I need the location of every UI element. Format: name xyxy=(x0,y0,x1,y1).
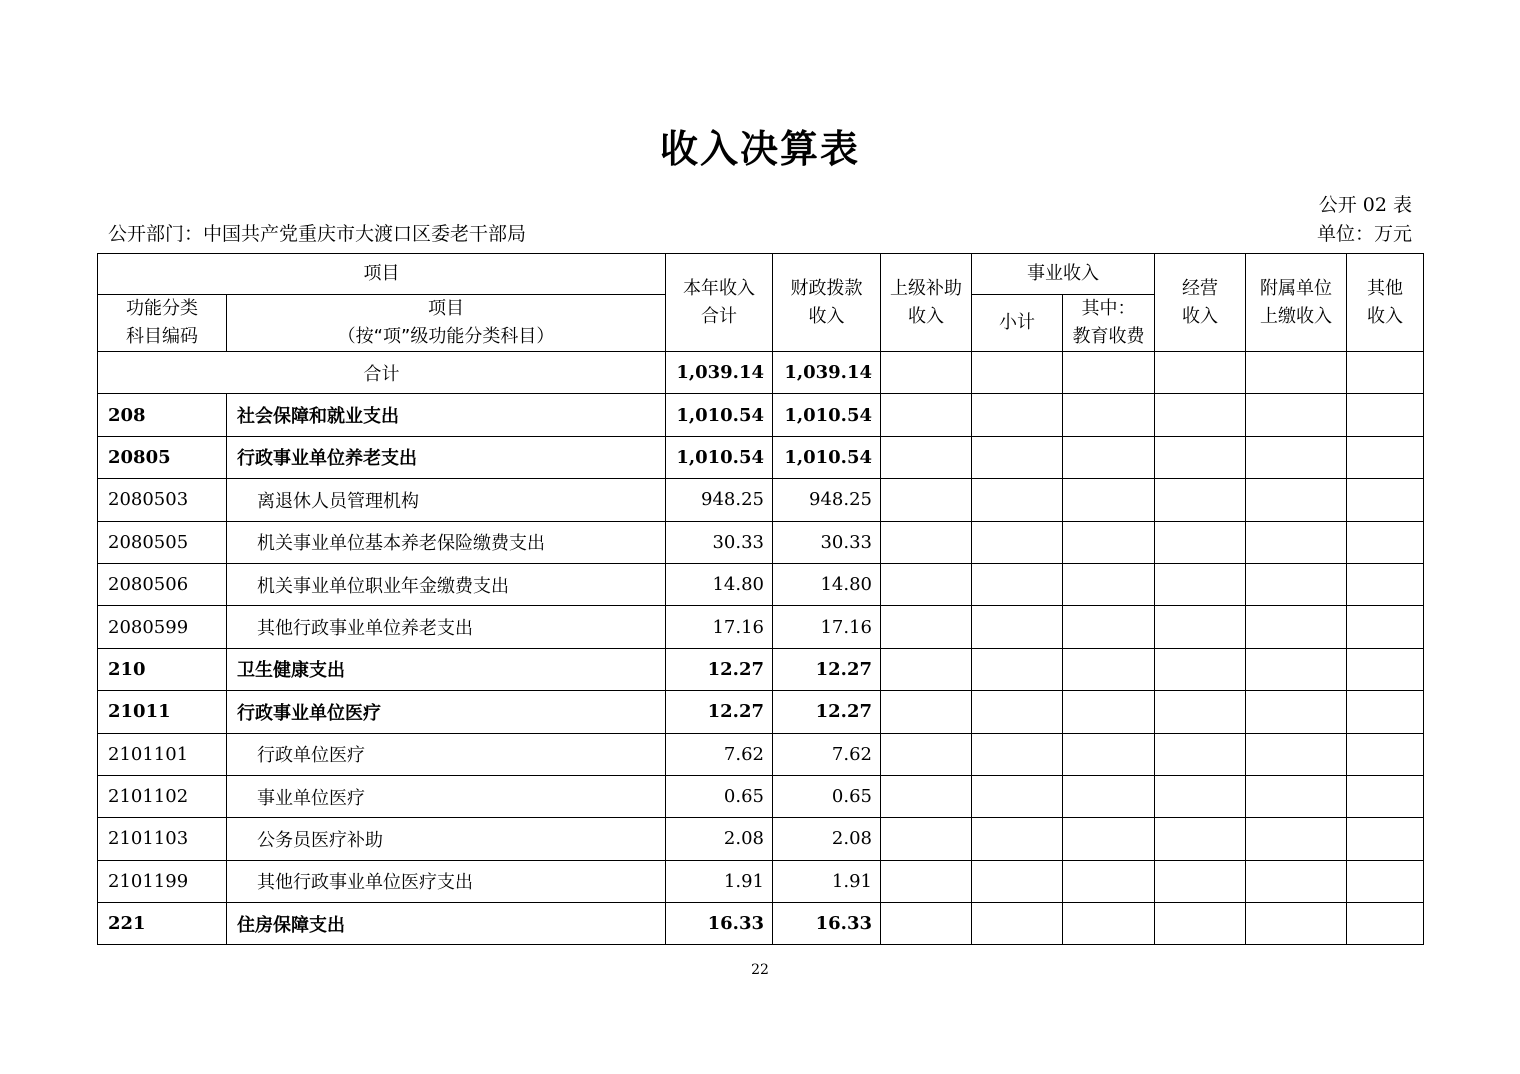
row-fiscal: 12.27 xyxy=(773,691,881,733)
department-label: 公开部门：中国共产党重庆市大渡口区委老干部局 xyxy=(108,223,527,245)
row-code: 210 xyxy=(98,648,227,690)
row-total: 1.91 xyxy=(666,860,773,902)
page-number: 22 xyxy=(751,962,769,978)
page-title: 收入决算表 xyxy=(659,127,860,171)
row-total: 7.62 xyxy=(666,733,773,775)
row-name: 社会保障和就业支出 xyxy=(227,394,666,436)
row-fiscal: 948.25 xyxy=(773,479,881,521)
table-row xyxy=(98,903,1424,945)
table-row xyxy=(98,479,1424,521)
row-code: 2080505 xyxy=(98,521,227,563)
header-code: 功能分类 科目编码 xyxy=(98,295,227,352)
header-subtotal: 小计 xyxy=(972,295,1063,352)
row-fiscal: 12.27 xyxy=(773,648,881,690)
row-total: 948.25 xyxy=(666,479,773,521)
row-total: 12.27 xyxy=(666,691,773,733)
row-code: 21011 xyxy=(98,691,227,733)
form-id: 公开 02 表 xyxy=(1318,194,1412,216)
row-name: 行政事业单位医疗 xyxy=(227,691,666,733)
row-total: 17.16 xyxy=(666,606,773,648)
row-total: 30.33 xyxy=(666,521,773,563)
row-fiscal: 1,010.54 xyxy=(773,436,881,478)
table-row xyxy=(98,606,1424,648)
header-other: 其他 收入 xyxy=(1347,254,1424,352)
row-name: 机关事业单位职业年金缴费支出 xyxy=(227,563,666,605)
row-fiscal: 0.65 xyxy=(773,775,881,817)
row-name: 离退休人员管理机构 xyxy=(227,479,666,521)
row-code: 221 xyxy=(98,903,227,945)
header-name: 项目 （按“项”级功能分类科目） xyxy=(227,295,666,352)
income-table xyxy=(97,253,1424,945)
row-fiscal: 1.91 xyxy=(773,860,881,902)
row-total: 2.08 xyxy=(666,818,773,860)
row-code: 2101101 xyxy=(98,733,227,775)
row-name: 机关事业单位基本养老保险缴费支出 xyxy=(227,521,666,563)
table-row xyxy=(98,733,1424,775)
row-name: 行政事业单位养老支出 xyxy=(227,436,666,478)
table-row xyxy=(98,436,1424,478)
row-code: 2080503 xyxy=(98,479,227,521)
row-fiscal: 7.62 xyxy=(773,733,881,775)
unit-label: 单位：万元 xyxy=(1316,223,1412,245)
row-name: 住房保障支出 xyxy=(227,903,666,945)
header-fiscal: 财政拨款 收入 xyxy=(773,254,881,352)
row-name: 卫生健康支出 xyxy=(227,648,666,690)
total-label: 合计 xyxy=(98,352,666,394)
total-row xyxy=(98,352,1424,394)
table-row xyxy=(98,818,1424,860)
table-row xyxy=(98,563,1424,605)
row-name: 公务员医疗补助 xyxy=(227,818,666,860)
row-fiscal: 17.16 xyxy=(773,606,881,648)
table-row xyxy=(98,648,1424,690)
table-row xyxy=(98,521,1424,563)
header-operating: 经营 收入 xyxy=(1155,254,1246,352)
row-fiscal: 30.33 xyxy=(773,521,881,563)
row-total: 1,010.54 xyxy=(666,436,773,478)
row-total: 14.80 xyxy=(666,563,773,605)
header-item: 项目 xyxy=(98,254,666,295)
header-business: 事业收入 xyxy=(972,254,1155,295)
row-code: 208 xyxy=(98,394,227,436)
header-edu: 其中： 教育收费 xyxy=(1063,295,1155,352)
row-fiscal: 1,010.54 xyxy=(773,394,881,436)
row-name: 其他行政事业单位养老支出 xyxy=(227,606,666,648)
row-fiscal: 16.33 xyxy=(773,903,881,945)
row-fiscal: 2.08 xyxy=(773,818,881,860)
row-name: 事业单位医疗 xyxy=(227,775,666,817)
row-total: 12.27 xyxy=(666,648,773,690)
table-row xyxy=(98,691,1424,733)
row-code: 2080599 xyxy=(98,606,227,648)
table-row xyxy=(98,775,1424,817)
row-name: 其他行政事业单位医疗支出 xyxy=(227,860,666,902)
row-name: 行政单位医疗 xyxy=(227,733,666,775)
row-total: 0.65 xyxy=(666,775,773,817)
total-fiscal: 1,039.14 xyxy=(773,352,881,394)
row-code: 2080506 xyxy=(98,563,227,605)
header-superior: 上级补助 收入 xyxy=(881,254,972,352)
row-fiscal: 14.80 xyxy=(773,563,881,605)
row-code: 2101102 xyxy=(98,775,227,817)
total-amount: 1,039.14 xyxy=(666,352,773,394)
header-affiliated: 附属单位 上缴收入 xyxy=(1246,254,1347,352)
header-total: 本年收入 合计 xyxy=(666,254,773,352)
row-code: 2101199 xyxy=(98,860,227,902)
row-code: 2101103 xyxy=(98,818,227,860)
table-row xyxy=(98,394,1424,436)
row-total: 1,010.54 xyxy=(666,394,773,436)
row-code: 20805 xyxy=(98,436,227,478)
row-total: 16.33 xyxy=(666,903,773,945)
table-row xyxy=(98,860,1424,902)
